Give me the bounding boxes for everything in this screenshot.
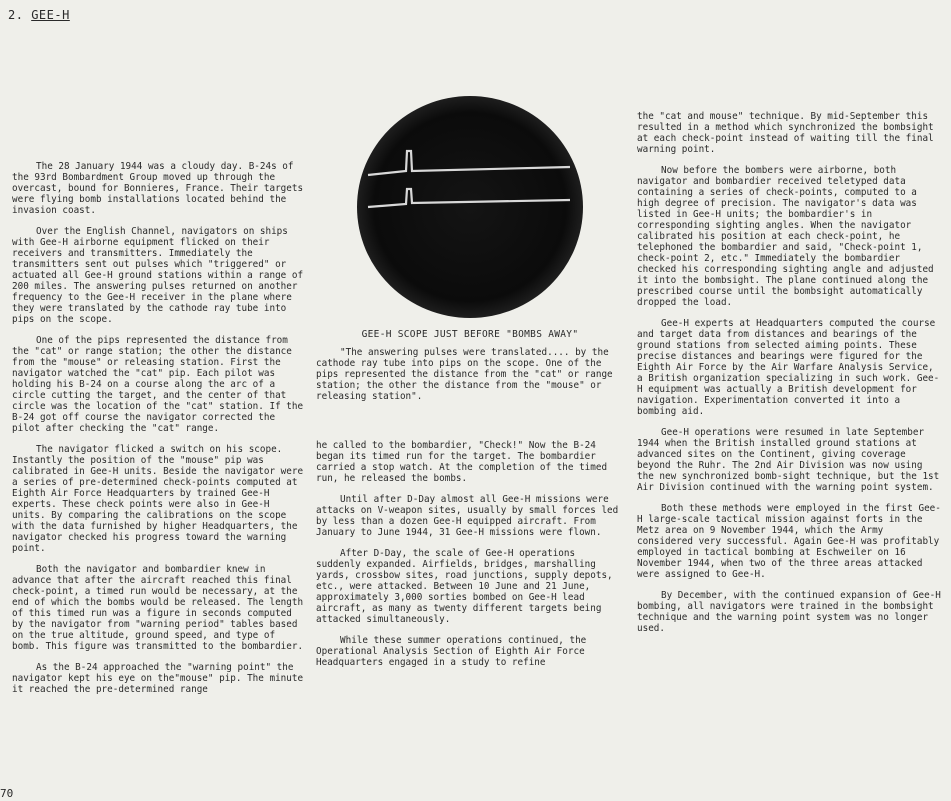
paragraph: Gee-H experts at Headquarters computed the course and target data from distances and bearings of the ground stations from selected aiming points. These precise distances and bearings were figured for the Eighth Air Force by the Air Warfare Analysis Service, a British organization specializing in such work. Gee-H equipment was actually a British development for navigation. Experimentation converted it into a bombing aid. (637, 318, 940, 417)
section-title: GEE-H (31, 8, 70, 22)
section-heading (8, 8, 70, 22)
figure-quote (316, 347, 622, 402)
column-left (12, 161, 307, 705)
paragraph: As the B-24 approached the "warning point" the navigator kept his eye on the"mouse" pip. The minute it reached the pre-determined range (12, 662, 304, 695)
paragraph: While these summer operations continued, the Operational Analysis Section of Eighth Air Force Headquarters engaged in a study to refine (316, 635, 587, 668)
paragraph: the "cat and mouse" technique. By mid-September this resulted in a method which synchronized the bombsight at each check-point instead of waiting till the final warning point. (637, 111, 934, 155)
paragraph: Over the English Channel, navigators on ships with Gee-H airborne equipment flicked on their receivers and transmitters. Immediately the transmitters sent out pulses which "triggered" or actuated all Gee-H ground stations within a range of 200 miles. The answering pulses returned on another frequency to the Gee-H receiver in the plane where they were translated by the cathode ray tube into pips on the scope. (12, 226, 304, 325)
paragraph: The 28 January 1944 was a cloudy day. B-24s of the 93rd Bombardment Group moved up through the overcast, bound for Bonnieres, France. Their targets were flying bomb installations located behind the invasion coast. (12, 161, 304, 216)
paragraph: By December, with the continued expansion of Gee-H bombing, all navigators were trained in the bombsight technique and the warning point system was no longer used. (637, 590, 941, 634)
paragraph: Until after D-Day almost all Gee-H missions were attacks on V-weapon sites, usually by small forces led by less than a dozen Gee-H equipped aircraft. From January to June 1944, 31 Gee-H missions were flown. (316, 494, 619, 538)
paragraph: Both these methods were employed in the first Gee-H large-scale tactical mission against forts in the Metz area on 9 November 1944, which the Army considered very successful. Again Gee-H was profitably employed in tactical bombing at Eschweiler on 16 November 1944, when two of the three areas attacked were assigned to Gee-H. (637, 503, 941, 580)
paragraph: After D-Day, the scale of Gee-H operations suddenly expanded. Airfields, bridges, marshalling yards, crossbow sites, road junctions, supply depots, etc., were attacked. Between 10 June and 21 June, approximately 3,000 sorties bombed on Gee-H lead aircraft, as many as twenty different targets being attacked simultaneously. (316, 548, 613, 625)
section-number: 2. (8, 8, 24, 22)
paragraph: he called to the bombardier, "Check!" Now the B-24 began its timed run for the target. The bombardier carried a stop watch. At the completion of the timed run, he released the bombs. (316, 440, 608, 484)
column-right (637, 111, 943, 644)
paragraph: The navigator flicked a switch on his scope. Instantly the position of the "mouse" pip was calibrated in Gee-H units. Beside the navigator were a series of pre-determined check-points computed at Eighth Air Force Headquarters by trained Gee-H experts. These check points were also in Gee-H units. By comparing the calibrations on the scope with the data furnished by higher Headquarters, the navigator checked his progress toward the warning point. (12, 444, 304, 554)
figure-caption: GEE-H SCOPE JUST BEFORE "BOMBS AWAY" (361, 329, 579, 340)
paragraph: Gee-H operations were resumed in late September 1944 when the British installed ground stations at advanced sites on the Continent, giving coverage beyond the Ruhr. The 2nd Air Division was now using the new synchronized bomb-sight technique, but the 1st Air Division continued with the warning point system. (637, 427, 940, 493)
scope-photo (340, 95, 600, 320)
scope-image (340, 95, 600, 320)
scope-screen (357, 96, 583, 318)
paragraph: One of the pips represented the distance from the "cat" or range station; the other the distance from the "mouse" or releasing station. First the navigator watched the "cat" pip. Each pilot was holding his B-24 on a course along the arc of a circle cutting the target, and the center of that circle was the location of the "cat" station. If the B-24 got off course the navigator corrected the pilot after checking the "cat" range. (12, 335, 304, 434)
paragraph: Both the navigator and bombardier knew in advance that after the aircraft reached this final check-point, a timed run would be necessary, at the end of which the bombs would be released. The length of this timed run was a figure in seconds computed by the navigator from "warning period" tables based on the true altitude, ground speed, and type of bomb. This figure was transmitted to the bombardier. (12, 564, 304, 652)
column-middle (316, 440, 622, 678)
paragraph: Now before the bombers were airborne, both navigator and bombardier received teletyped data containing a series of check-points, computed to a high degree of precision. The navigator's data was listed in Gee-H units; the bombardier's in corresponding sighting angles. When the navigator calibrated his position at each check-point, he telephoned the bombardier and said, "Check-point 1, check-point 2, etc." Immediately the bombardier checked his corresponding sighting angle and adjusted it into the bombsight. The plane continued along the prescribed course until the bombsight automatically dropped the load. (637, 165, 934, 308)
page-number: 70 (0, 787, 14, 800)
quote-text: "The answering pulses were translated.... by the cathode ray tube into pips on the scope. One of the pips represented the distance from the "cat" or range station; the other the distance from the "mouse" or releasing station". (316, 347, 613, 402)
